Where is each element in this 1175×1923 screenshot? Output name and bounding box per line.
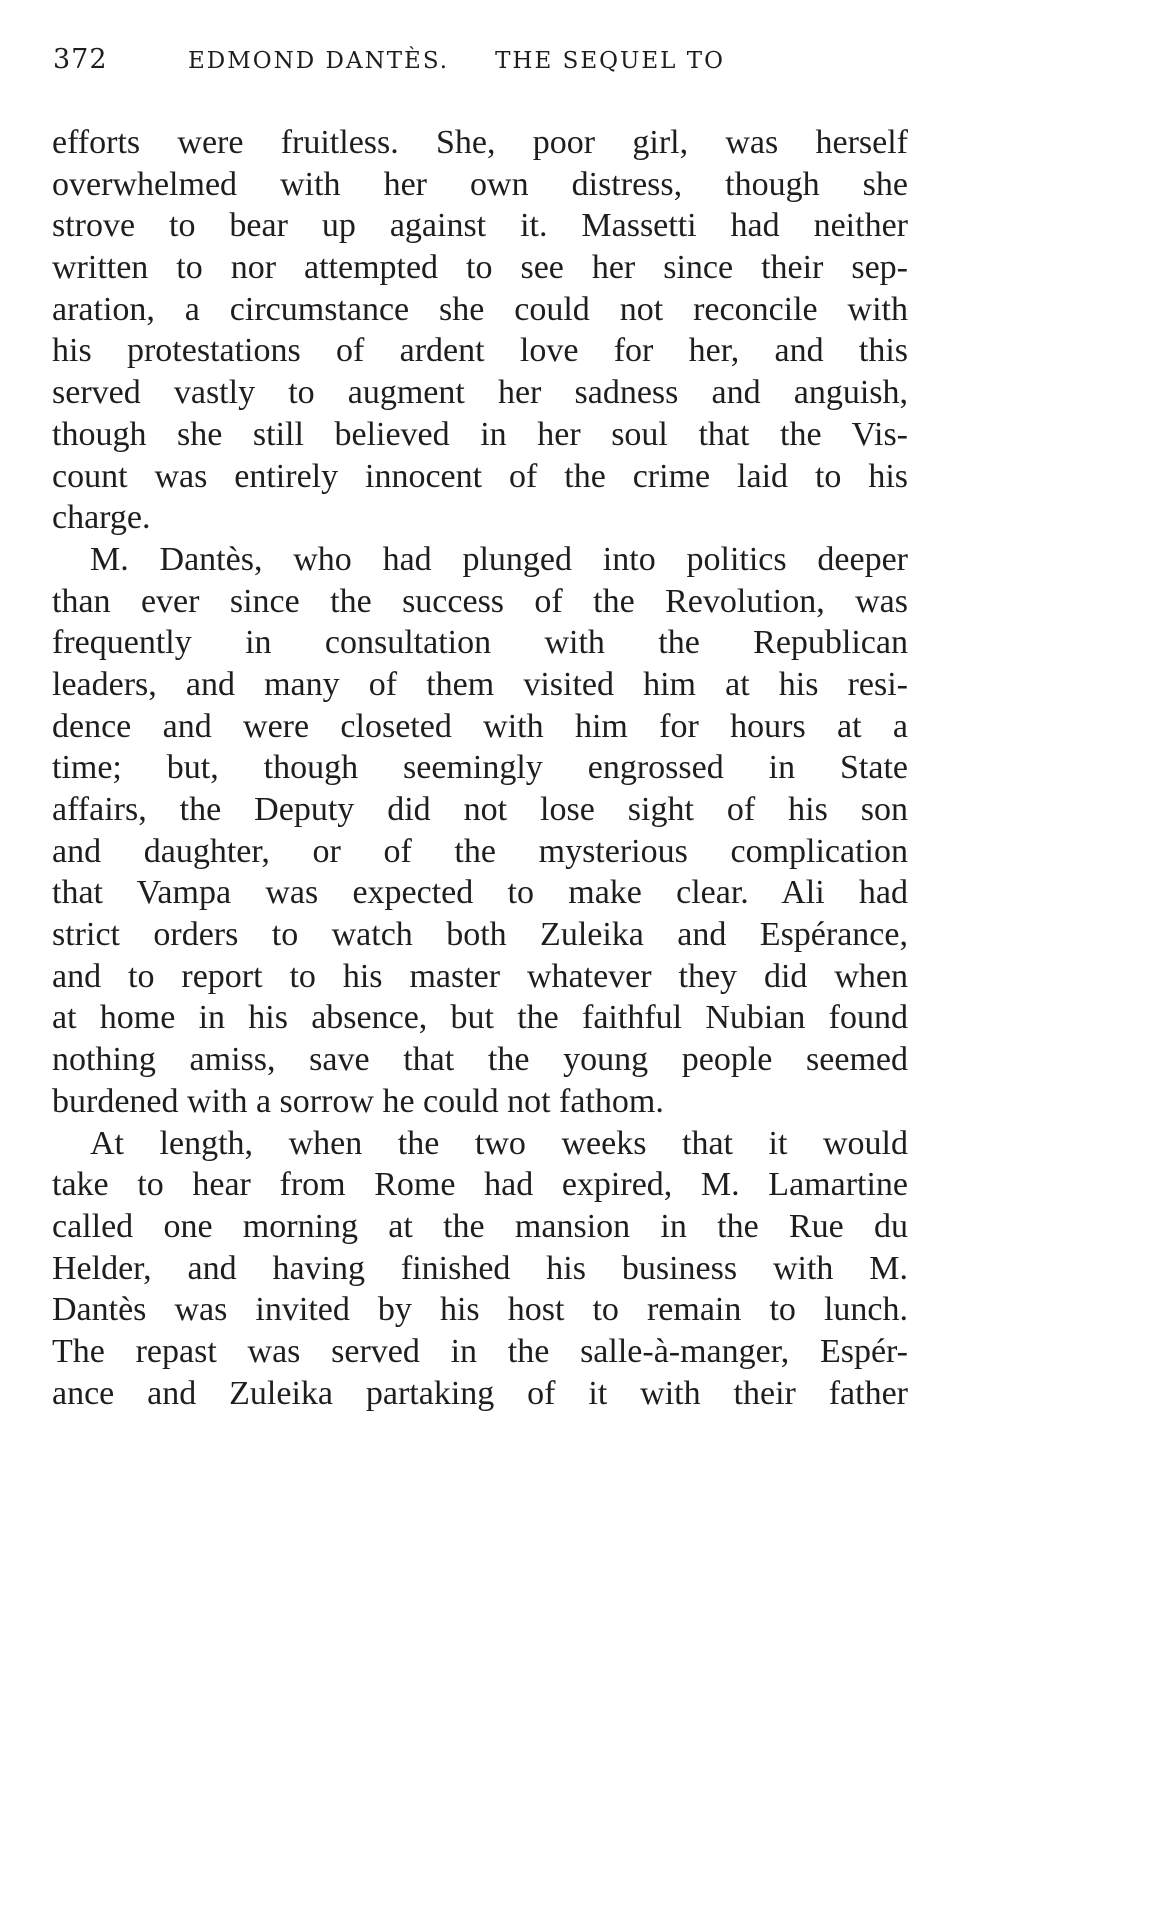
text-line: charge. <box>52 499 151 537</box>
running-head-subtitle: THE SEQUEL TO <box>495 48 725 74</box>
text-line: Helder, and having finished his business with M. <box>52 1249 908 1287</box>
running-head-title: EDMOND DANTÈS. <box>188 48 450 74</box>
text-line: than ever since the success of the Revolution, was <box>52 582 908 620</box>
text-line: strove to bear up against it. Massetti had neither <box>52 207 908 245</box>
running-head <box>188 48 725 74</box>
text-line: though she still believed in her soul that the Vis- <box>52 415 908 453</box>
paragraph <box>52 122 908 539</box>
text-line: At length, when the two weeks that it would <box>90 1124 908 1162</box>
text-line: that Vampa was expected to make clear. Ali had <box>52 874 908 912</box>
text-line: his protestations of ardent love for her, and this <box>52 332 908 370</box>
text-line: strict orders to watch both Zuleika and Espérance, <box>52 916 908 954</box>
text-line: nothing amiss, save that the young people seemed <box>52 1041 908 1079</box>
text-line: M. Dantès, who had plunged into politics deeper <box>90 540 908 578</box>
text-line: take to hear from Rome had expired, M. Lamartine <box>52 1166 908 1204</box>
text-line: Dantès was invited by his host to remain to lunch. <box>52 1291 908 1329</box>
body-text <box>52 122 908 1414</box>
text-line: written to nor attempted to see her since their sep- <box>52 249 908 287</box>
text-line: frequently in consultation with the Republican <box>52 624 908 662</box>
text-line: and daughter, or of the mysterious complication <box>52 832 908 870</box>
text-line: time; but, though seemingly engrossed in State <box>52 749 908 787</box>
page-number: 372 <box>53 44 108 75</box>
text-line: overwhelmed with her own distress, though she <box>52 165 908 203</box>
text-line: count was entirely innocent of the crime laid to his <box>52 457 908 495</box>
text-line: affairs, the Deputy did not lose sight of his son <box>52 791 908 828</box>
text-line: efforts were fruitless. She, poor girl, was herself <box>52 124 908 161</box>
text-line: called one morning at the mansion in the Rue du <box>52 1207 908 1245</box>
text-line: served vastly to augment her sadness and anguish, <box>52 374 908 412</box>
text-line: The repast was served in the salle-à-manger, Espér- <box>52 1332 908 1370</box>
text-line: dence and were closeted with him for hours at a <box>52 707 908 745</box>
text-line: aration, a circumstance she could not reconcile with <box>52 290 908 328</box>
text-line: and to report to his master whatever they did when <box>52 957 908 995</box>
text-line: at home in his absence, but the faithful Nubian found <box>52 999 908 1037</box>
text-line: leaders, and many of them visited him at his resi- <box>52 665 908 703</box>
paragraph <box>52 1123 908 1415</box>
text-line: burdened with a sorrow he could not fathom. <box>52 1082 664 1120</box>
text-line: ance and Zuleika partaking of it with their father <box>52 1374 908 1412</box>
paragraph <box>52 539 908 1123</box>
page-header <box>50 44 910 84</box>
